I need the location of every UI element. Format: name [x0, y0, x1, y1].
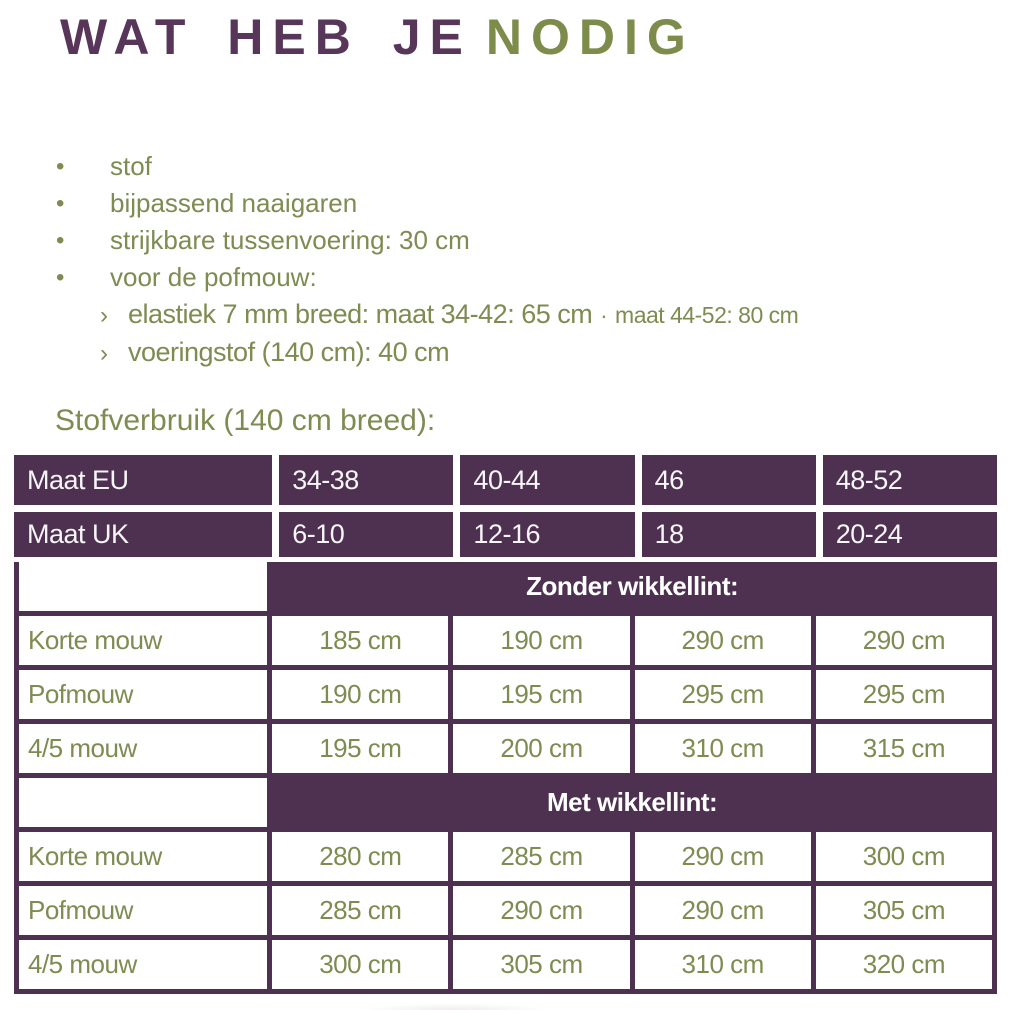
fabric-value: 290 cm	[453, 886, 634, 940]
table-row	[14, 616, 997, 670]
chevron-right-icon: ›	[100, 340, 108, 367]
fabric-value: 195 cm	[272, 724, 453, 778]
sub-item-text: voeringstof (140 cm): 40 cm	[128, 337, 450, 367]
fabric-value: 300 cm	[272, 940, 453, 994]
sub-item-text: elastiek 7 mm breed: maat 34-42: 65 cm	[128, 299, 593, 329]
bullet-icon: •	[56, 153, 65, 180]
size-row-label: Maat UK	[14, 512, 272, 557]
fabric-value: 320 cm	[816, 940, 997, 994]
page-title	[60, 8, 695, 66]
section-band-row	[14, 562, 997, 616]
fabric-value: 285 cm	[272, 886, 453, 940]
fabric-value: 300 cm	[816, 832, 997, 886]
table-row	[14, 940, 997, 994]
fabric-usage-table	[14, 455, 997, 994]
size-cell: 18	[635, 512, 816, 557]
fabric-value: 200 cm	[453, 724, 634, 778]
page-title-purple-part: WAT HEB JE	[60, 9, 472, 65]
sleeve-row-label: Pofmouw	[14, 670, 272, 724]
fabric-value: 190 cm	[272, 670, 453, 724]
table-row	[14, 886, 997, 940]
section-band-row	[14, 778, 997, 832]
fabric-value: 310 cm	[635, 940, 816, 994]
size-cell: 34-38	[272, 455, 453, 512]
fabric-value: 295 cm	[635, 670, 816, 724]
size-cell: 20-24	[816, 512, 997, 557]
list-item	[48, 259, 948, 296]
size-row-label: Maat EU	[14, 455, 272, 512]
fabric-value: 310 cm	[635, 724, 816, 778]
bullet-icon: •	[56, 227, 65, 254]
bullet-icon: •	[56, 190, 65, 217]
sub-item-extra-text: maat 44-52: 80 cm	[615, 302, 799, 328]
fabric-value: 315 cm	[816, 724, 997, 778]
fabric-value: 280 cm	[272, 832, 453, 886]
sleeve-row-label: Pofmouw	[14, 886, 272, 940]
cutoff-graphic-fragment	[360, 1003, 550, 1010]
fabric-value: 305 cm	[816, 886, 997, 940]
list-item-label: voor de pofmouw:	[110, 262, 317, 292]
list-item-label: bijpassend naaigaren	[110, 188, 358, 218]
fabric-usage-heading: Stofverbruik (140 cm breed):	[55, 404, 436, 437]
size-header-table	[14, 455, 997, 557]
fabric-value: 290 cm	[635, 886, 816, 940]
size-cell: 40-44	[453, 455, 634, 512]
table-row	[14, 832, 997, 886]
fabric-value: 290 cm	[635, 616, 816, 670]
bullet-icon: •	[56, 264, 65, 291]
fabric-value: 185 cm	[272, 616, 453, 670]
fabric-value: 295 cm	[816, 670, 997, 724]
table-row	[14, 670, 997, 724]
table-row	[14, 724, 997, 778]
size-cell: 6-10	[272, 512, 453, 557]
empty-corner-cell	[14, 562, 272, 616]
size-cell: 48-52	[816, 455, 997, 512]
list-item	[48, 148, 948, 185]
dot-separator-icon: ·	[600, 303, 608, 328]
sub-list-item	[48, 296, 948, 334]
fabric-value: 290 cm	[816, 616, 997, 670]
sub-list-item	[48, 334, 948, 371]
sleeve-row-label: 4/5 mouw	[14, 724, 272, 778]
fabric-value: 195 cm	[453, 670, 634, 724]
list-item	[48, 222, 948, 259]
section-title: Met wikkellint:	[272, 778, 997, 832]
section-title: Zonder wikkellint:	[272, 562, 997, 616]
list-item-label: stof	[110, 151, 152, 181]
fabric-value: 285 cm	[453, 832, 634, 886]
sleeve-row-label: Korte mouw	[14, 832, 272, 886]
list-item	[48, 185, 948, 222]
table-row	[14, 455, 997, 512]
table-row	[14, 512, 997, 557]
size-cell: 46	[635, 455, 816, 512]
sleeve-row-label: 4/5 mouw	[14, 940, 272, 994]
size-cell: 12-16	[453, 512, 634, 557]
sleeve-row-label: Korte mouw	[14, 616, 272, 670]
fabric-length-table	[14, 562, 997, 994]
page-title-green-part: NODIG	[485, 9, 695, 65]
materials-list	[48, 148, 948, 371]
fabric-value: 290 cm	[635, 832, 816, 886]
list-item-label: strijkbare tussenvoering: 30 cm	[110, 225, 470, 255]
fabric-value: 305 cm	[453, 940, 634, 994]
empty-corner-cell	[14, 778, 272, 832]
chevron-right-icon: ›	[100, 302, 108, 329]
fabric-value: 190 cm	[453, 616, 634, 670]
